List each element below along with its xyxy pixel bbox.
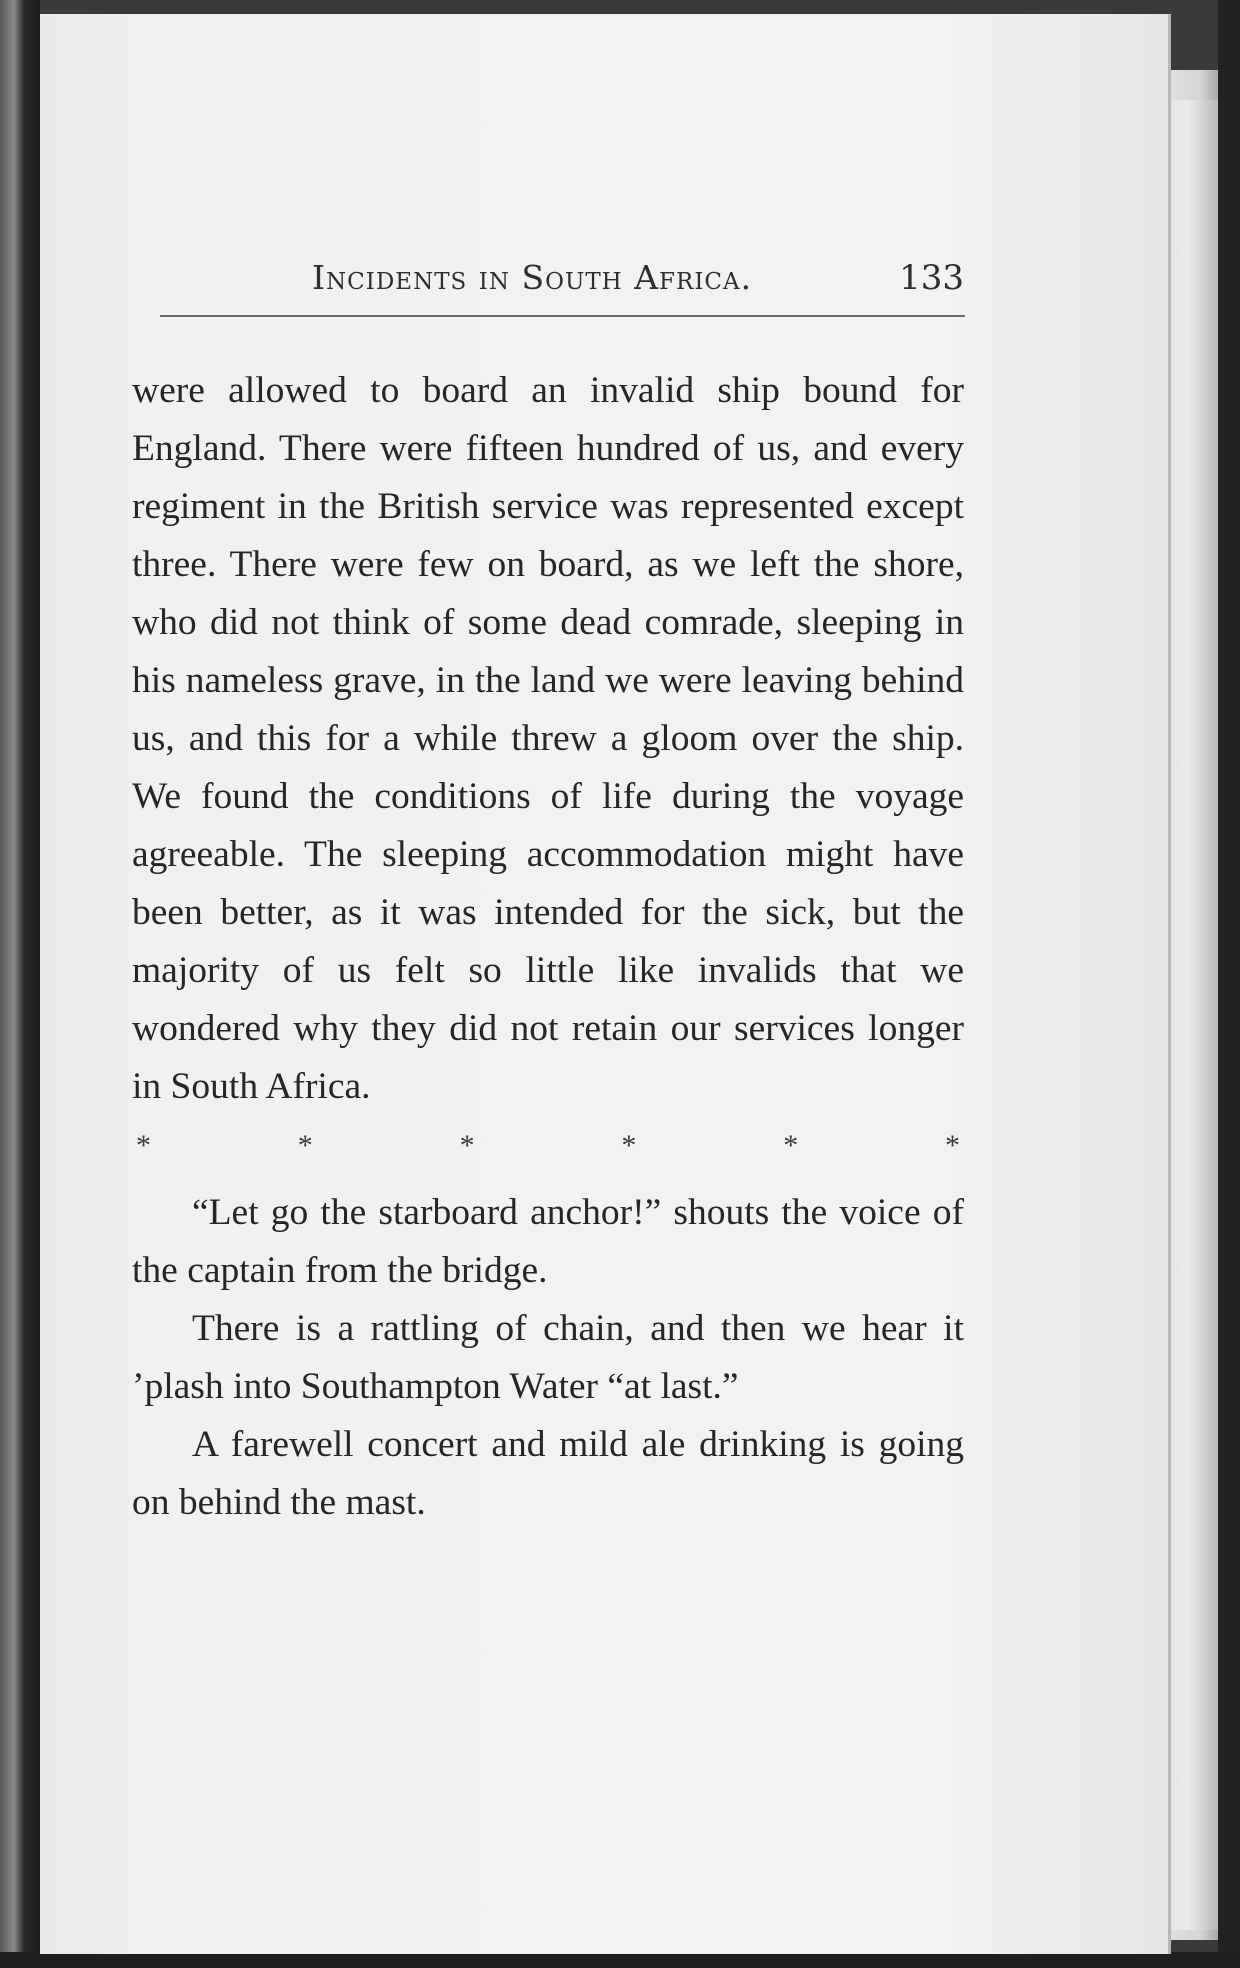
- paragraph-2: “Let go the starboard anchor!” shouts the voice of the captain from the bridge.: [132, 1192, 964, 1291]
- page-number: 133: [899, 258, 964, 298]
- paragraph-1: were allowed to board an invalid ship bound for England. There were fifteen hundred of us, and every regiment in the British service was represented except three. There were few on board, as we left the shore, who did not think of some dead comrade, sleeping in his nameless grave, in the land we were leaving behind us, and this for a while threw a gloom over the ship. We found the conditions of life during the voyage agreeable. The sleeping accommodation might have been better, as it was intended for the sick, but the majority of us felt so little like invalids that we wondered why they did not retain our services longer in South Africa.: [132, 370, 964, 1107]
- asterisk: *: [297, 1129, 313, 1162]
- scan-top-edge: [0, 0, 1240, 14]
- paragraph-3: There is a rattling of chain, and then we hear it ’plash into Southampton Water “at last.”: [132, 1308, 964, 1407]
- asterisk: *: [944, 1129, 960, 1162]
- asterisk: *: [459, 1129, 475, 1162]
- asterisk: *: [621, 1129, 637, 1162]
- section-break: [132, 1120, 964, 1172]
- header-rule: [160, 315, 965, 317]
- body-text: [132, 362, 964, 1532]
- paragraph-4: A farewell concert and mild ale drinking is going on behind the mast.: [132, 1424, 964, 1523]
- asterisk: *: [783, 1129, 799, 1162]
- page-header: [162, 258, 964, 302]
- scan-bottom-edge: [0, 1952, 1240, 1968]
- running-head: Incidents in South Africa.: [312, 258, 753, 297]
- book-spine-edge: [0, 0, 40, 1968]
- asterisk: *: [136, 1129, 151, 1162]
- scan-right-shadow: [1218, 0, 1240, 1968]
- page-sheet: [40, 14, 1171, 1954]
